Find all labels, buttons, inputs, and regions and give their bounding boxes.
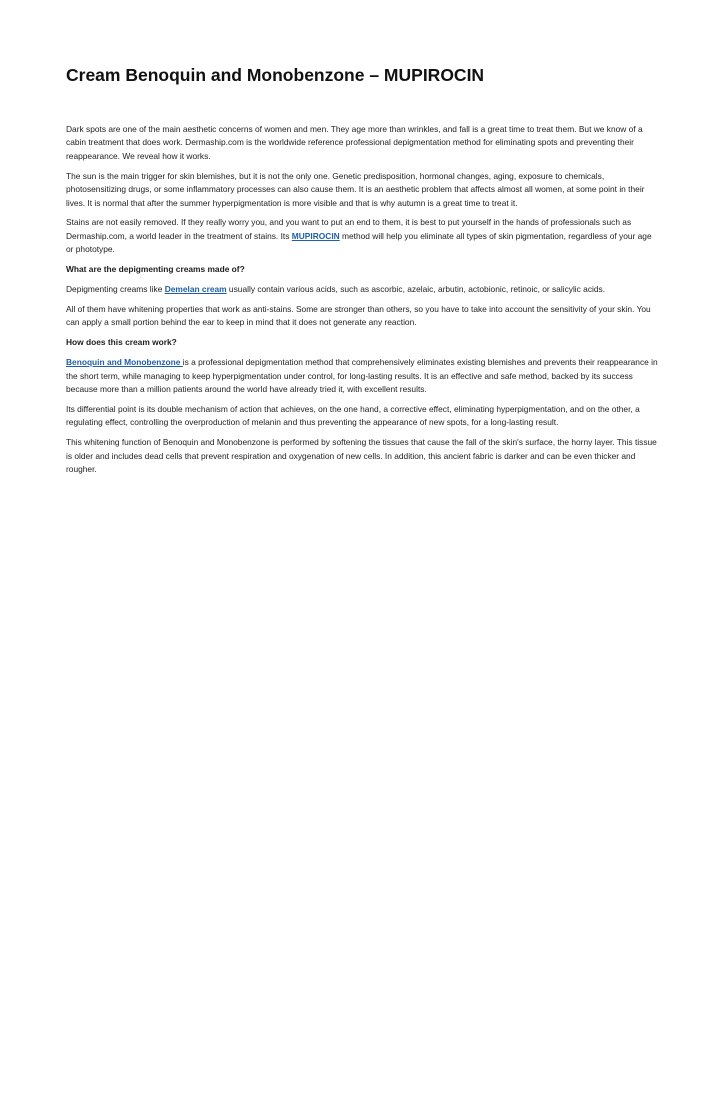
paragraph-stains-text-start: Stains are not easily removed. If they really worry you, and you want to put an end to them, it is best to put yourself in the hands of professionals such as Dermaship.com, a world leader in the treatment of stains. Its [66, 217, 632, 241]
paragraph-whitening-properties: All of them have whitening properties that work as anti-stains. Some are stronger than others, so you have to take into account the sensitivity of your skin. You can apply a small portion behind the ear to keep in mind that it does not generate any reaction. [66, 303, 651, 328]
paragraph-intro: Dark spots are one of the main aesthetic concerns of women and men. They age more than wrinkles, and fall is a great time to treat them. But we know of a cabin treatment that does work. Dermaship.com is the worldwide reference professional depigmentation method for eliminating spots and preventing their reappearance. We reveal how it works. [66, 124, 643, 161]
benoquin-monobenzone-link[interactable]: Benoquin and Monobenzone [66, 357, 183, 368]
paragraph-depigmenting-creams [66, 283, 658, 296]
paragraph-depigmenting-text-end: usually contain various acids, such as ascorbic, azelaic, arbutin, actobionic, retinoic, or salicylic acids. [226, 284, 606, 295]
document-page [66, 64, 658, 483]
paragraph-method [66, 356, 658, 396]
mupirocin-link[interactable]: MUPIROCIN [291, 230, 340, 241]
paragraph-sun-trigger: The sun is the main trigger for skin blemishes, but it is not the only one. Genetic predisposition, hormonal changes, aging, exposure to chemicals, photosensitizing drugs, or some inflammatory processes can also cause them. It is an aesthetic problem that affects almost all women, at some point in their lives. It is normal that after the summer hyperpigmentation is more visible and that is why autumn is a great time to treat it. [66, 170, 645, 208]
page-title: Cream Benoquin and Monobenzone – MUPIROCIN [66, 65, 485, 85]
paragraph-depigmenting-text-start: Depigmenting creams like [66, 284, 165, 295]
paragraph-method-text: is a professional depigmentation method that comprehensively eliminates existing blemishes and prevents their reappearance in the short term, while managing to keep hyperpigmentation under control, for long-lasting results. It is an effective and safe method, backed by its success because more than a million patients around the world have already tried it, with excellent results. [66, 357, 658, 394]
section-heading-how-it-works: How does this cream work? [66, 337, 177, 348]
paragraph-differential-point: Its differential point is its double mechanism of action that achieves, on the one hand, a corrective effect, eliminating hyperpigmentation, and on the other, a regulating effect, controlling the overproduction of melanin and thus preventing the appearance of new spots, for a long-lasting result. [66, 403, 640, 428]
demelan-cream-link[interactable]: Demelan cream [164, 284, 227, 295]
paragraph-stains [66, 216, 658, 256]
paragraph-stains-text-end: method will help you eliminate all types of skin pigmentation, regardless of your age or phototype. [66, 230, 652, 255]
paragraph-whitening-function: This whitening function of Benoquin and Monobenzone is performed by softening the tissues that cause the fall of the skin's surface, the horny layer. This tissue is older and includes dead cells that prevent respiration and oxygenation of new cells. In addition, this ancient fabric is darker and can be even thicker and rougher. [66, 437, 657, 475]
section-heading-ingredients: What are the depigmenting creams made of? [66, 264, 245, 275]
